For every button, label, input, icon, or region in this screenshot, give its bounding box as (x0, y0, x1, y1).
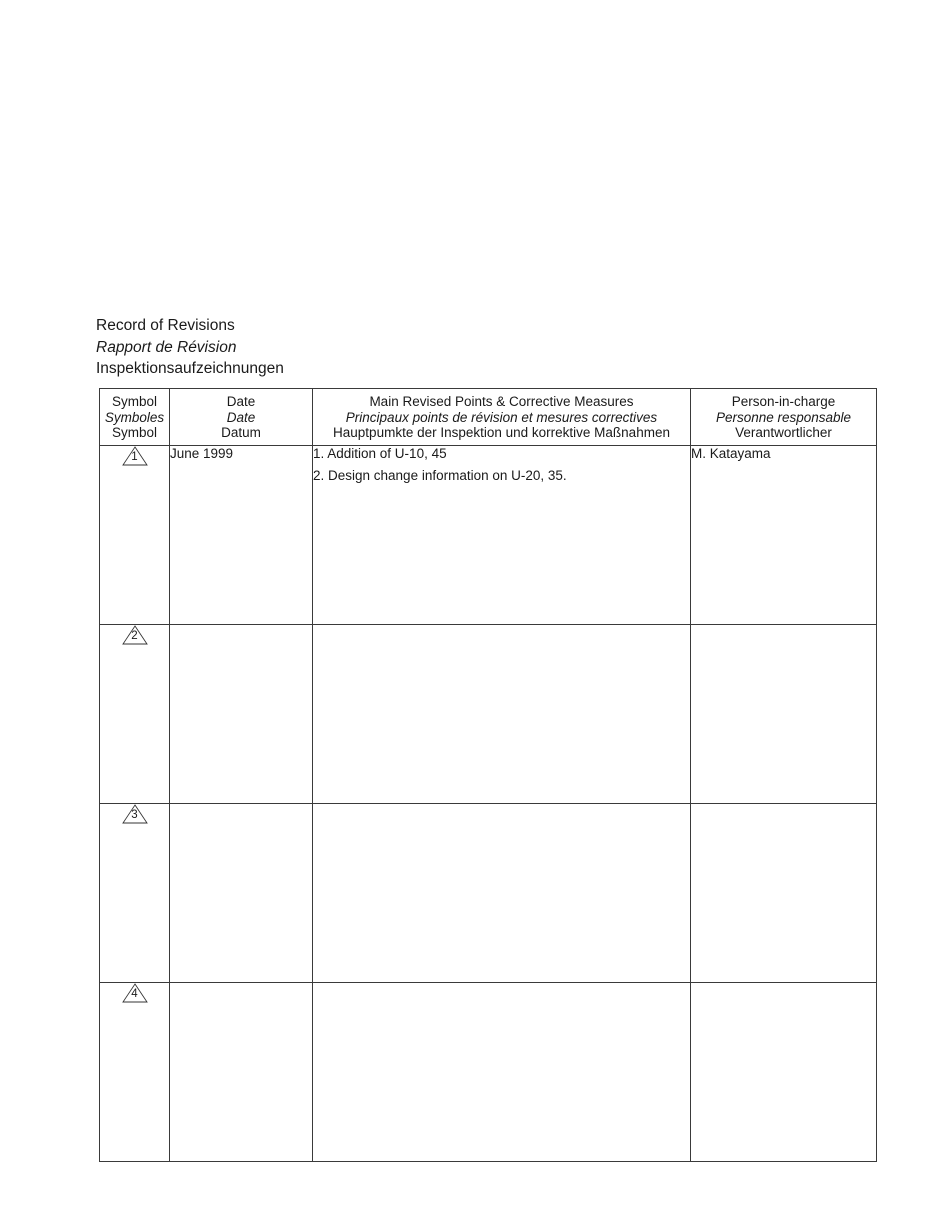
header-date-fr: Date (226, 409, 256, 425)
header-points-fr: Principaux points de révision et mesures correctives (345, 409, 658, 425)
symbol-number: 2 (131, 630, 138, 642)
header-date-en: Date (226, 394, 256, 410)
revision-triangle-icon (122, 983, 148, 1003)
header-symbol-fr: Symboles (104, 409, 165, 425)
points-cell (313, 983, 691, 1162)
revision-triangle-icon (122, 625, 148, 645)
symbol-number: 1 (131, 451, 138, 463)
symbol-number: 4 (131, 988, 138, 1000)
symbol-cell (100, 804, 170, 983)
points-cell (313, 804, 691, 983)
revision-point: 2. Design change information on U-20, 35. (313, 468, 567, 483)
revision-triangle-icon (122, 446, 148, 466)
points-cell (313, 625, 691, 804)
table-header-row (100, 389, 877, 446)
person-cell: M. Katayama (691, 446, 877, 625)
date-cell (170, 625, 313, 804)
person-cell (691, 625, 877, 804)
header-date (170, 389, 313, 446)
title-english: Record of Revisions (96, 317, 235, 334)
title-german: Inspektionsaufzeichnungen (96, 360, 284, 377)
header-points-en: Main Revised Points & Corrective Measures (369, 394, 634, 410)
symbol-cell (100, 446, 170, 625)
symbol-cell (100, 625, 170, 804)
header-symbol (100, 389, 170, 446)
points-cell (313, 446, 691, 625)
header-symbol-de: Symbol (111, 425, 157, 441)
date-cell: June 1999 (170, 446, 313, 625)
symbol-number: 3 (131, 809, 138, 821)
header-person-en: Person-in-charge (731, 394, 836, 410)
header-person (691, 389, 877, 446)
revision-point: 1. Addition of U-10, 45 (313, 446, 447, 461)
revision-triangle-icon (122, 804, 148, 824)
symbol-cell (100, 983, 170, 1162)
table-row (100, 804, 877, 983)
date-cell (170, 804, 313, 983)
table-row (100, 983, 877, 1162)
person-cell (691, 804, 877, 983)
table-row (100, 446, 877, 625)
date-cell (170, 983, 313, 1162)
table-row (100, 625, 877, 804)
header-points (313, 389, 691, 446)
title-french: Rapport de Révision (96, 338, 237, 356)
revisions-table (99, 388, 877, 1162)
header-symbol-en: Symbol (111, 394, 157, 410)
person-cell (691, 983, 877, 1162)
document-titles (96, 315, 284, 380)
header-date-de: Datum (221, 425, 261, 441)
header-points-de: Hauptpumkte der Inspektion und korrektive Maßnahmen (333, 425, 670, 441)
header-person-de: Verantwortlicher (735, 425, 832, 441)
header-person-fr: Personne responsable (715, 409, 852, 425)
